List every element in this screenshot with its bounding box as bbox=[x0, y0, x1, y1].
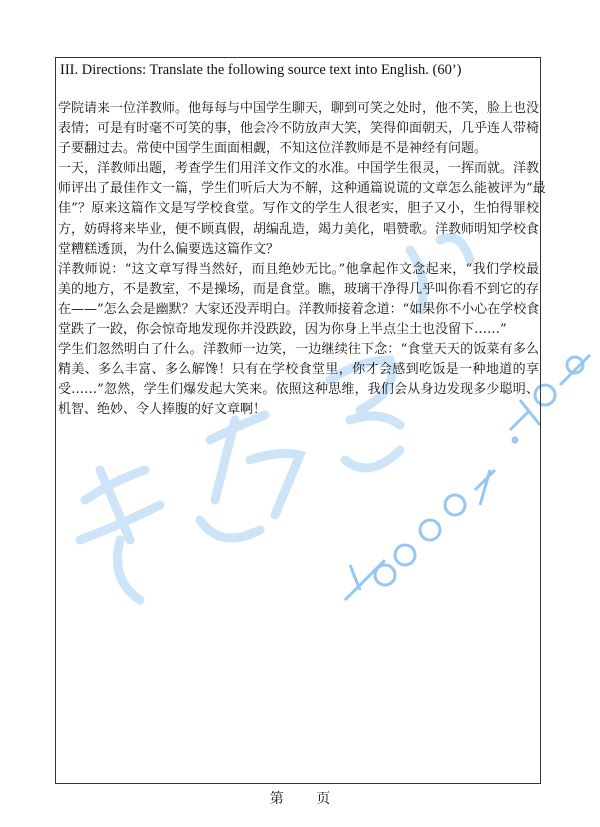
text-line: 师评出了最佳作文一篇，学生们听后大为不解，这种通篇说谎的文章怎么能被评为“最 bbox=[58, 181, 546, 197]
text-line: 子要翻过去。常使中国学生面面相觑，不知这位洋教师是不是神经有问题。 bbox=[58, 141, 488, 157]
text-line: 佳”？原来这篇作文是写学校食堂。写作文的学生人很老实，胆子又小，生怕得罪校 bbox=[58, 201, 539, 217]
text-line: 表情；可是有时毫不可笑的事，他会冷不防放声大笑，笑得仰面朝天，几乎连人带椅 bbox=[58, 121, 540, 137]
text-line: 方，妨碍将来毕业，便不顾真假，胡编乱造，竭力美化，唱赞歌。洋教师明知学校食 bbox=[58, 221, 540, 237]
text-line: 学生们忽然明白了什么。洋教师一边笑，一边继续往下念：“食堂天天的饭菜有多么 bbox=[58, 342, 539, 358]
text-line: 机智、绝妙、令人捧腹的好文章啊！ bbox=[58, 402, 267, 418]
text-line: 美的地方，不是教室，不是操场，而是食堂。瞧，玻璃干净得几乎叫你看不到它的存 bbox=[58, 281, 540, 297]
text-line: 堂糟糕透顶，为什么偏要选这篇作文？ bbox=[58, 241, 280, 257]
text-line: 精美、多么丰富、多么解馋！只有在学校食堂里，你才会感到吃饭是一种地道的享 bbox=[58, 362, 539, 378]
text-line: 洋教师说：“这文章写得当然好，而且绝妙无比。”他拿起作文念起来，“我们学校最 bbox=[58, 261, 539, 277]
text-line: 堂跌了一跤，你会惊奇地发现你并没跌跤，因为你身上半点尘土也没留下……” bbox=[58, 322, 507, 338]
answer-box bbox=[55, 57, 546, 784]
text-line: 学院请来一位洋教师。他每每与中国学生聊天，聊到可笑之处时，他不笑，脸上也没 bbox=[58, 101, 540, 116]
section-title: III. Directions: Translate the following source text into English. (60’) bbox=[60, 62, 462, 78]
footer-page-prefix: 第 bbox=[269, 791, 284, 807]
text-line: 在——”怎么会是幽默？大家还没弄明白。洋教师接着念道：“如果你不小心在学校食 bbox=[58, 301, 540, 317]
page-footer bbox=[0, 790, 600, 808]
text-line: 受……”忽然，学生们爆发起大笑来。依照这种思维，我们会从身边发现多少聪明、 bbox=[58, 382, 539, 398]
source-text bbox=[58, 99, 546, 421]
footer-page-suffix: 页 bbox=[316, 791, 331, 807]
text-line: 一天，洋教师出题，考查学生们用洋文作文的水准。中国学生很灵，一挥而就。洋教 bbox=[58, 161, 540, 177]
